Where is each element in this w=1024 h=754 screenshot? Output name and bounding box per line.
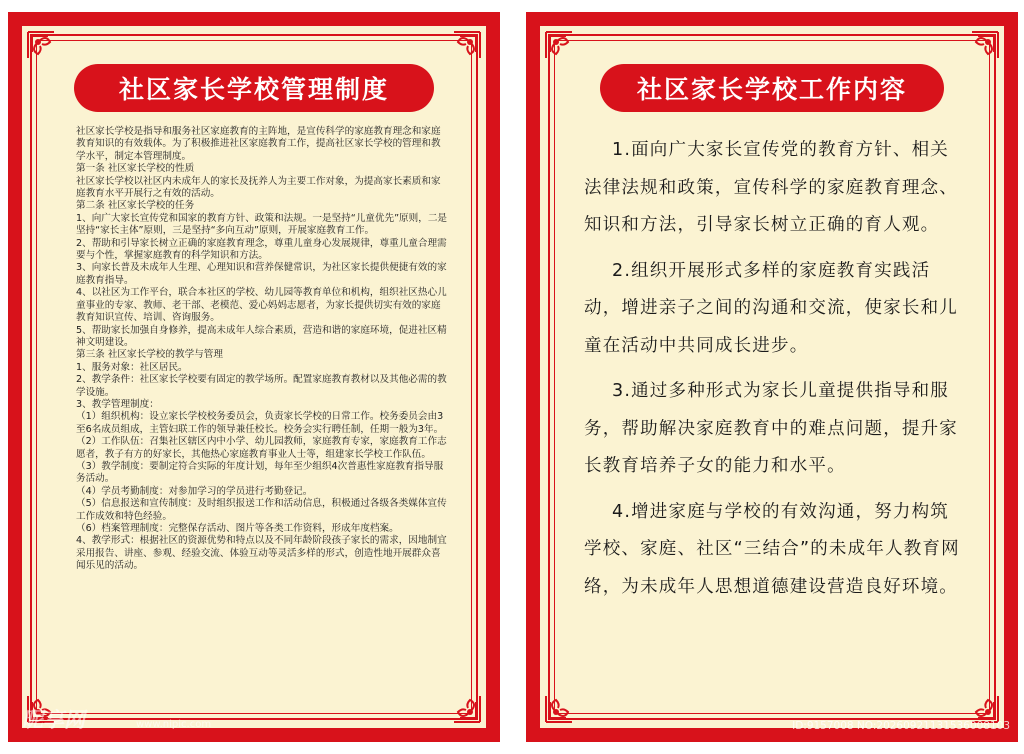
corner-ornament-icon (542, 686, 582, 726)
left-paragraph: 2、教学条件：社区家长学校要有固定的教学场所。配置家庭教育教材以及其他必需的教学设施。 (76, 374, 447, 398)
left-paragraph: （5）信息报送和宣传制度：及时组织报送工作和活动信息，积极通过各级各类媒体宣传工作成效和特色经验。 (76, 498, 447, 522)
right-paragraph: 3.通过多种形式为家长儿童提供指导和服务，帮助解决家庭教育中的难点问题，提升家长教育培养子女的能力和水平。 (584, 381, 958, 476)
left-board (8, 12, 500, 742)
corner-ornament-icon (444, 28, 484, 68)
left-paragraph: 4、以社区为工作平台，联合本社区的学校、幼儿园等教育单位和机构，组织社区热心儿童事业的专家、教师、老干部、老模范、爱心妈妈志愿者，为家长提供切实有效的家庭教育知识宣传、培训、咨询服务。 (76, 287, 447, 324)
left-paragraph: （3）教学制度：要制定符合实际的年度计划，每年至少组织4次普惠性家庭教育指导服务活动。 (76, 460, 444, 485)
left-paragraph: 社区家长学校以社区内未成年人的家长及抚养人为主要工作对象，为提高家长素质和家庭教育水平开展行之有效的活动。 (76, 175, 441, 200)
left-paragraph: 5、帮助家长加强自身修养，提高未成年人综合素质，营造和谐的家庭环境，促进社区精神文明建设。 (76, 324, 447, 348)
right-paper (540, 26, 1004, 728)
left-paragraph: （1）组织机构：设立家长学校校务委员会，负责家长学校的日常工作。校务委员会由3至6名成员组成，主管妇联工作的领导兼任校长。校务会实行聘任制，任期一般为3年。 (76, 411, 444, 435)
corner-ornament-icon (962, 28, 1002, 68)
left-paragraph: 3、教学管理制度： (76, 398, 159, 410)
corner-ornament-icon (24, 28, 64, 68)
right-board (526, 12, 1018, 742)
left-paragraph: 2、帮助和引导家长树立正确的家庭教育理念，尊重儿童身心发展规律，尊重儿童合理需要与个性，掌握家庭教育的科学知识和方法。 (76, 237, 447, 262)
left-paper (22, 26, 486, 728)
right-paragraph: 4.增进家庭与学校的有效沟通，努力构筑学校、家庭、社区“三结合”的未成年人教育网络，为未成年人思想道德建设营造良好环境。 (584, 501, 960, 597)
left-paragraph: 社区家长学校是指导和服务社区家庭教育的主阵地，是宣传科学的家庭教育理念和家庭教育知识的有效载体。为了积极推进社区家庭教育工作，提高社区家长学校的管理和教学水平，制定本管理制度。 (76, 126, 441, 162)
watermark-id: ID:9157008 NO:20260921131536008103 (792, 720, 1010, 732)
left-paragraph: 1、向广大家长宣传党和国家的教育方针、政策和法规。一是坚持“儿童优先”原则，二是坚持“家长主体”原则，三是坚持“多向互动”原则，开展家庭教育工作。 (76, 212, 448, 237)
right-title: 社区家长学校工作内容 (600, 64, 944, 112)
left-title: 社区家长学校管理制度 (74, 64, 434, 112)
left-paragraph: 第一条 社区家长学校的性质 (76, 163, 195, 175)
left-paragraph: （2）工作队伍：召集社区辖区内中小学、幼儿园教师，家庭教育专家，家庭教育工作志愿者，教子有方的好家长，其他热心家庭教育事业人士等，组建家长学校工作队伍。 (76, 436, 447, 460)
left-paragraph: （6）档案管理制度：完整保存活动、图片等各类工作资料，形成年度档案。 (76, 523, 399, 534)
left-paragraph: 1、服务对象：社区居民。 (76, 361, 188, 373)
right-body-text (584, 132, 964, 614)
watermark-logo: 昵享网 (22, 708, 85, 732)
left-paragraph: 第三条 社区家长学校的教学与管理 (76, 349, 223, 361)
corner-ornament-icon (542, 28, 582, 68)
left-paragraph: （4）学员考勤制度：对参加学习的学员进行考勤登记。 (76, 485, 313, 497)
right-paragraph: 1.面向广大家长宣传党的教育方针、相关法律法规和政策，宣传科学的家庭教育理念、知识和方法，引导家长树立正确的育人观。 (584, 140, 958, 235)
left-paragraph: 3、向家长普及未成年人生理、心理知识和营养保健常识，为社区家长提供便捷有效的家庭教育指导。 (76, 262, 447, 286)
left-paragraph: 4、教学形式：根据社区的资源优势和特点以及不同年龄阶段孩子家长的需求，因地制宜采用报告、讲座、参观、经验交流、体验互动等灵活多样的形式，创造性地开展群众喜闻乐见的活动。 (76, 535, 447, 572)
left-body-text (58, 126, 450, 573)
corner-ornament-icon (444, 686, 484, 726)
right-paragraph: 2.组织开展形式多样的家庭教育实践活动，增进亲子之间的沟通和交流，使家长和儿童在活动中共同成长进步。 (584, 260, 958, 356)
watermark-url: www.nipic.com (136, 719, 212, 730)
left-paragraph: 第二条 社区家长学校的任务 (76, 200, 195, 212)
